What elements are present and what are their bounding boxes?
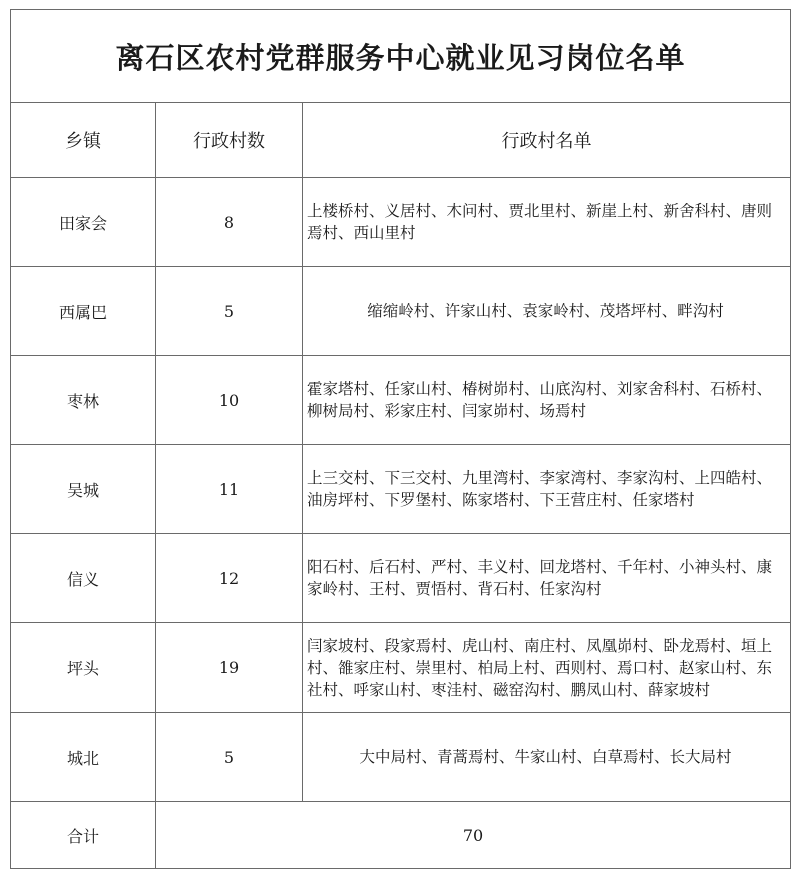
table-row xyxy=(11,445,791,534)
villages-cell: 上三交村、下三交村、九里湾村、李家湾村、李家沟村、上四皓村、油房坪村、下罗堡村、陈家塔村、下王营庄村、任家塔村 xyxy=(303,445,791,534)
table-row xyxy=(11,623,791,713)
count-cell: 5 xyxy=(156,267,303,356)
town-cell: 信义 xyxy=(11,534,156,623)
table-row xyxy=(11,534,791,623)
town-cell: 吴城 xyxy=(11,445,156,534)
town-cell: 田家会 xyxy=(11,178,156,267)
town-cell: 枣林 xyxy=(11,356,156,445)
count-cell: 10 xyxy=(156,356,303,445)
count-cell: 12 xyxy=(156,534,303,623)
header-row xyxy=(11,103,791,178)
table-row xyxy=(11,356,791,445)
header-count: 行政村数 xyxy=(156,103,303,178)
town-cell: 坪头 xyxy=(11,623,156,713)
town-cell: 西属巴 xyxy=(11,267,156,356)
table-row xyxy=(11,178,791,267)
total-label: 合计 xyxy=(11,802,156,869)
villages-cell: 缩缩岭村、许家山村、袁家岭村、茂塔坪村、畔沟村 xyxy=(303,267,791,356)
title-row xyxy=(11,10,791,103)
table-row xyxy=(11,267,791,356)
village-roster-table xyxy=(10,9,791,869)
table-row xyxy=(11,713,791,802)
count-cell: 11 xyxy=(156,445,303,534)
total-value: 70 xyxy=(156,802,791,869)
town-cell: 城北 xyxy=(11,713,156,802)
villages-cell: 霍家塔村、任家山村、椿树峁村、山底沟村、刘家舍科村、石桥村、柳树局村、彩家庄村、闫家峁村、场焉村 xyxy=(303,356,791,445)
villages-cell: 上楼桥村、义居村、木问村、贾北里村、新崖上村、新舍科村、唐则焉村、西山里村 xyxy=(303,178,791,267)
count-cell: 19 xyxy=(156,623,303,713)
header-list: 行政村名单 xyxy=(303,103,791,178)
document-title: 离石区农村党群服务中心就业见习岗位名单 xyxy=(11,10,791,103)
villages-cell: 闫家坡村、段家焉村、虎山村、南庄村、凤凰峁村、卧龙焉村、垣上村、雒家庄村、崇里村、柏局上村、西则村、焉口村、赵家山村、东社村、呼家山村、枣洼村、磁窑沟村、鹏凤山村、薛家坡村 xyxy=(303,623,791,713)
villages-cell: 阳石村、后石村、严村、丰义村、回龙塔村、千年村、小神头村、康家岭村、王村、贾悟村、背石村、任家沟村 xyxy=(303,534,791,623)
count-cell: 8 xyxy=(156,178,303,267)
count-cell: 5 xyxy=(156,713,303,802)
total-row xyxy=(11,802,791,869)
villages-cell: 大中局村、青蒿焉村、牛家山村、白草焉村、长大局村 xyxy=(303,713,791,802)
header-town: 乡镇 xyxy=(11,103,156,178)
